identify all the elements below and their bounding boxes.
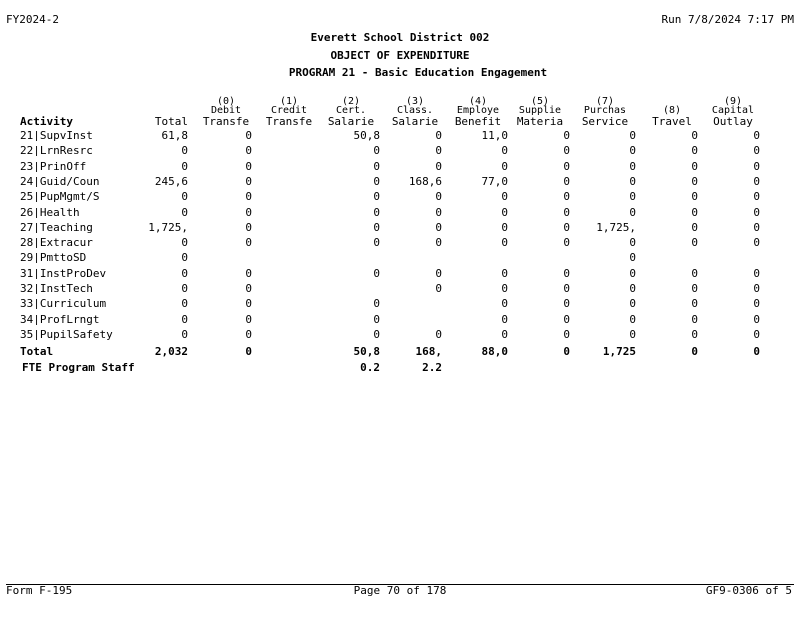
- row-c7: 0: [691, 221, 698, 233]
- row-c7: 0: [691, 283, 698, 294]
- table-row: [0, 298, 800, 312]
- row-total: 0: [181, 160, 188, 172]
- row-c4: 0: [501, 267, 508, 279]
- row-c0: 0: [245, 130, 252, 141]
- row-c2: 0: [373, 328, 380, 340]
- row-c6: 0: [629, 175, 636, 187]
- row-c8: 0: [753, 283, 760, 294]
- row-c7: 0: [691, 191, 698, 203]
- row-c3: 168,6: [408, 175, 442, 187]
- fte-c3: 2.2: [422, 362, 442, 373]
- row-activity: 22|LrnResrc: [20, 145, 93, 157]
- row-c5: 0: [563, 145, 570, 157]
- row-c5: 0: [563, 328, 570, 340]
- row-c2: 0: [373, 313, 380, 325]
- row-c3: 0: [435, 145, 442, 157]
- row-c8: 0: [753, 191, 760, 203]
- row-c7: 0: [691, 175, 698, 187]
- row-c0: 0: [245, 267, 252, 279]
- row-c6: 0: [629, 160, 636, 172]
- row-c3: 0: [435, 267, 442, 279]
- row-c8: 0: [753, 130, 760, 141]
- row-c6: 0: [629, 252, 636, 264]
- row-c8: 0: [753, 175, 760, 187]
- row-total: 0: [181, 206, 188, 218]
- row-c2: 0: [373, 175, 380, 187]
- row-c8: 0: [753, 313, 760, 325]
- row-activity: 28|Extracur: [20, 237, 93, 249]
- header-c8-l2: Outlay: [713, 115, 753, 128]
- row-c4: 0: [501, 328, 508, 340]
- header-activity: Activity: [20, 115, 73, 128]
- row-c7: 0: [691, 237, 698, 249]
- row-total: 0: [181, 191, 188, 203]
- row-c5: 0: [563, 175, 570, 187]
- row-activity: 23|PrinOff: [20, 160, 87, 172]
- row-c5: 0: [563, 221, 570, 233]
- program-title: PROGRAM 21 - Basic Education Engagement: [288, 66, 548, 79]
- row-c2: 0: [373, 267, 380, 279]
- fte-label: FTE Program Staff: [22, 362, 135, 373]
- row-c2: 0: [373, 206, 380, 218]
- row-total: 1,725,: [148, 221, 188, 233]
- table-row: [0, 207, 800, 221]
- row-c6: 0: [629, 283, 636, 294]
- table-row: [0, 222, 800, 236]
- header-c7-l2: Travel: [652, 115, 692, 128]
- total-row: [0, 346, 800, 360]
- row-c0: 0: [245, 313, 252, 325]
- page-number: Page 70 of 178: [353, 584, 447, 597]
- row-activity: 33|Curriculum: [20, 298, 107, 310]
- row-total: 0: [181, 283, 188, 294]
- header-c5-l2: Materia: [516, 115, 564, 128]
- row-c2: 0: [373, 160, 380, 172]
- total-c6: 1,725: [602, 346, 636, 357]
- row-c6: 0: [629, 130, 636, 141]
- row-activity: 29|PmttoSD: [20, 252, 87, 264]
- row-c5: 0: [563, 160, 570, 172]
- row-c7: 0: [691, 145, 698, 157]
- row-c2: 50,8: [353, 130, 380, 141]
- run-timestamp: Run 7/8/2024 7:17 PM: [661, 13, 794, 26]
- row-c8: 0: [753, 328, 760, 340]
- row-c0: 0: [245, 206, 252, 218]
- total-c8: 0: [753, 346, 760, 357]
- row-activity: 35|PupilSafety: [20, 328, 113, 340]
- row-c7: 0: [691, 298, 698, 310]
- total-label: Total: [20, 346, 54, 357]
- table-row: [0, 268, 800, 282]
- header-c2-l2: Salarie: [327, 115, 375, 128]
- district-name: Everett School District 002: [310, 31, 490, 44]
- header-c1-num: (1): [279, 96, 299, 107]
- row-activity: 32|InstTech: [20, 283, 93, 294]
- header-c3-num: (3): [405, 96, 425, 107]
- row-c0: 0: [245, 221, 252, 233]
- row-c0: 0: [245, 237, 252, 249]
- row-c8: 0: [753, 145, 760, 157]
- header-c6-num: (7): [595, 96, 615, 107]
- row-c0: 0: [245, 191, 252, 203]
- header-c1-l2: Transfe: [265, 115, 313, 128]
- header-c5-num: (5): [530, 96, 550, 107]
- row-c2: 0: [373, 221, 380, 233]
- row-c2: 0: [373, 237, 380, 249]
- header-c6-l1: Purchas: [583, 105, 627, 116]
- row-c0: 0: [245, 175, 252, 187]
- row-c3: 0: [435, 206, 442, 218]
- row-c4: 77,0: [481, 175, 508, 187]
- row-c0: 0: [245, 283, 252, 294]
- header-c0-l2: Transfe: [202, 115, 250, 128]
- row-activity: 25|PupMgmt/S: [20, 191, 100, 203]
- row-c3: 0: [435, 328, 442, 340]
- total-c7: 0: [691, 346, 698, 357]
- row-c4: 11,0: [481, 130, 508, 141]
- row-c0: 0: [245, 160, 252, 172]
- header-c2-num: (2): [341, 96, 361, 107]
- row-total: 245,6: [154, 175, 188, 187]
- report-title: OBJECT OF EXPENDITURE: [330, 49, 470, 62]
- header-c0-l1: Debit: [210, 105, 242, 116]
- header-c0-num: (0): [216, 96, 236, 107]
- row-total: 0: [181, 145, 188, 157]
- row-c5: 0: [563, 313, 570, 325]
- row-c6: 0: [629, 145, 636, 157]
- header-total: Total: [154, 115, 188, 128]
- row-c2: 0: [373, 298, 380, 310]
- row-c8: 0: [753, 267, 760, 279]
- row-c6: 0: [629, 313, 636, 325]
- row-c3: 0: [435, 160, 442, 172]
- row-c5: 0: [563, 191, 570, 203]
- header-c3-l1: Class.: [396, 105, 434, 116]
- table-row: [0, 145, 800, 159]
- header-c2-l1: Cert.: [335, 105, 367, 116]
- row-activity: 26|Health: [20, 206, 80, 218]
- row-c7: 0: [691, 313, 698, 325]
- header-c4-l1: Employe: [456, 105, 500, 116]
- row-c7: 0: [691, 328, 698, 340]
- header-c4-num: (4): [468, 96, 488, 107]
- total-total: 2,032: [154, 346, 188, 357]
- row-c8: 0: [753, 237, 760, 249]
- row-c4: 0: [501, 221, 508, 233]
- fte-row: [0, 362, 800, 376]
- header-c8-num: (9): [723, 96, 743, 107]
- row-c8: 0: [753, 206, 760, 218]
- row-c3: 0: [435, 191, 442, 203]
- row-c3: 0: [435, 237, 442, 249]
- row-total: 0: [181, 298, 188, 310]
- header-c1-l1: Credit: [270, 105, 308, 116]
- row-total: 0: [181, 237, 188, 249]
- row-total: 61,8: [161, 130, 188, 141]
- row-c7: 0: [691, 130, 698, 141]
- total-c3: 168,: [415, 346, 442, 357]
- row-activity: 24|Guid/Coun: [20, 175, 100, 187]
- row-c8: 0: [753, 160, 760, 172]
- row-c4: 0: [501, 160, 508, 172]
- total-c4: 88,0: [481, 346, 508, 357]
- row-total: 0: [181, 267, 188, 279]
- row-c7: 0: [691, 206, 698, 218]
- fiscal-year: FY2024-2: [6, 13, 59, 26]
- table-row: [0, 176, 800, 190]
- table-row: [0, 329, 800, 343]
- table-row: [0, 191, 800, 205]
- row-activity: 21|SupvInst: [20, 130, 93, 141]
- row-activity: 31|InstProDev: [20, 267, 107, 279]
- row-c4: 0: [501, 191, 508, 203]
- row-c5: 0: [563, 267, 570, 279]
- row-c5: 0: [563, 298, 570, 310]
- row-c6: 0: [629, 328, 636, 340]
- table-row: [0, 314, 800, 328]
- row-c4: 0: [501, 145, 508, 157]
- row-activity: 27|Teaching: [20, 221, 93, 233]
- row-total: 0: [181, 313, 188, 325]
- total-c2: 50,8: [353, 346, 380, 357]
- header-c6-l2: Service: [581, 115, 629, 128]
- row-c4: 0: [501, 313, 508, 325]
- row-c5: 0: [563, 130, 570, 141]
- row-c2: 0: [373, 145, 380, 157]
- row-c6: 0: [629, 191, 636, 203]
- row-c3: 0: [435, 283, 442, 294]
- row-c6: 1,725,: [596, 221, 636, 233]
- row-total: 0: [181, 328, 188, 340]
- row-total: 0: [181, 252, 188, 264]
- total-c0: 0: [245, 346, 252, 357]
- table-row: [0, 252, 800, 266]
- fte-c2: 0.2: [360, 362, 380, 373]
- row-c3: 0: [435, 130, 442, 141]
- table-row: [0, 130, 800, 144]
- row-c7: 0: [691, 267, 698, 279]
- row-c0: 0: [245, 145, 252, 157]
- header-c7-num: (8): [662, 105, 682, 116]
- row-c4: 0: [501, 283, 508, 294]
- form-code: GF9-0306 of 5: [705, 584, 792, 597]
- row-c6: 0: [629, 298, 636, 310]
- table-row: [0, 161, 800, 175]
- form-number: Form F-195: [6, 584, 73, 597]
- row-c6: 0: [629, 237, 636, 249]
- row-c3: 0: [435, 221, 442, 233]
- row-c7: 0: [691, 160, 698, 172]
- row-c5: 0: [563, 283, 570, 294]
- row-c5: 0: [563, 206, 570, 218]
- table-row: [0, 237, 800, 251]
- row-c8: 0: [753, 221, 760, 233]
- row-c4: 0: [501, 298, 508, 310]
- header-c5-l1: Supplie: [518, 105, 562, 116]
- row-c0: 0: [245, 328, 252, 340]
- row-c4: 0: [501, 206, 508, 218]
- row-c4: 0: [501, 237, 508, 249]
- header-c8-l1: Capital: [711, 105, 755, 116]
- row-c6: 0: [629, 267, 636, 279]
- row-activity: 34|ProfLrngt: [20, 313, 100, 325]
- header-c3-l2: Salarie: [391, 115, 439, 128]
- total-c5: 0: [563, 346, 570, 357]
- row-c2: 0: [373, 191, 380, 203]
- row-c0: 0: [245, 298, 252, 310]
- header-c4-l2: Benefit: [454, 115, 502, 128]
- row-c8: 0: [753, 298, 760, 310]
- table-row: [0, 283, 800, 297]
- row-c6: 0: [629, 206, 636, 218]
- row-c5: 0: [563, 237, 570, 249]
